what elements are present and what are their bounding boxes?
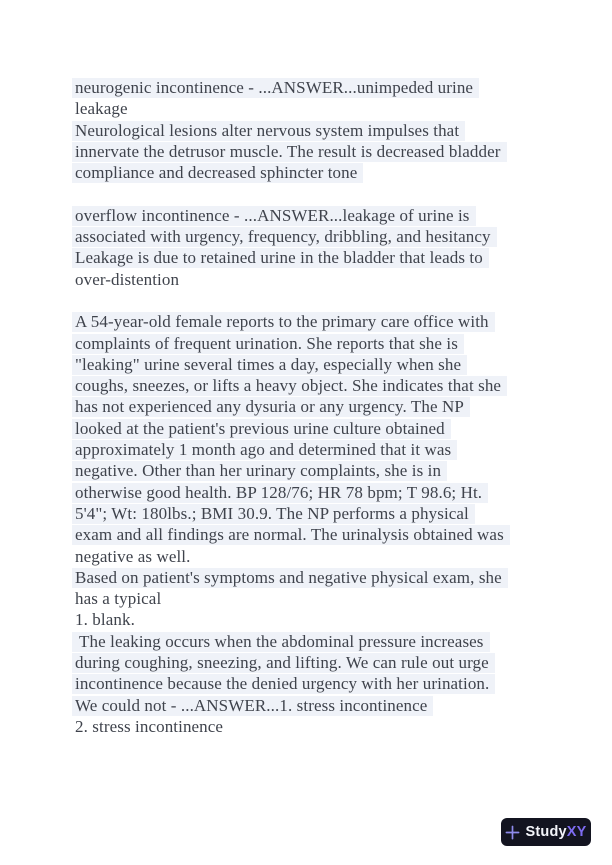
text-line: compliance and decreased sphincter tone bbox=[75, 162, 550, 183]
text-line: 2. stress incontinence bbox=[75, 716, 224, 736]
text-line: Based on patient's symptoms and negative physical exam, she bbox=[75, 567, 550, 588]
text-line: 5'4"; Wt: 180lbs.; BMI 30.9. The NP performs a physical bbox=[75, 503, 550, 524]
text-line: coughs, sneezes, or lifts a heavy object. She indicates that she bbox=[75, 375, 550, 396]
text-line: overflow incontinence - ...ANSWER...leakage of urine is bbox=[75, 205, 550, 226]
text-line: negative. Other than her urinary complaints, she is in bbox=[75, 460, 550, 481]
text-line: looked at the patient's previous urine culture obtained bbox=[75, 418, 550, 439]
text-line: The leaking occurs when the abdominal pressure increases bbox=[75, 631, 550, 652]
text-line: has not experienced any dysuria or any urgency. The NP bbox=[75, 396, 550, 417]
text-line: incontinence because the denied urgency with her urination. bbox=[75, 673, 550, 694]
text-line: during coughing, sneezing, and lifting. We can rule out urge bbox=[75, 652, 550, 673]
logo-text-accent: XY bbox=[566, 824, 587, 840]
text-line: leakage bbox=[75, 99, 128, 119]
text-line: associated with urgency, frequency, dribbling, and hesitancy bbox=[75, 226, 550, 247]
text-line: exam and all findings are normal. The urinalysis obtained was bbox=[75, 524, 550, 545]
text-line: has a typical bbox=[75, 589, 162, 609]
text-line: negative as well. bbox=[75, 546, 191, 566]
text-line: neurogenic incontinence - ...ANSWER...unimpeded urine bbox=[75, 77, 550, 98]
logo-wordmark bbox=[525, 824, 586, 840]
text-line: "leaking" urine several times a day, especially when she bbox=[75, 354, 550, 375]
document-text bbox=[75, 77, 550, 737]
text-line: approximately 1 month ago and determined that it was bbox=[75, 439, 550, 460]
text-line: otherwise good health. BP 128/76; HR 78 bpm; T 98.6; Ht. bbox=[75, 482, 550, 503]
text-line bbox=[75, 290, 550, 311]
text-line: Neurological lesions alter nervous system impulses that bbox=[75, 120, 550, 141]
text-line: over-distention bbox=[75, 269, 180, 289]
logo-text-primary: Study bbox=[525, 824, 567, 840]
text-line bbox=[75, 183, 550, 204]
text-line: innervate the detrusor muscle. The result is decreased bladder bbox=[75, 141, 550, 162]
text-line: We could not - ...ANSWER...1. stress incontinence bbox=[75, 695, 550, 716]
text-line: Leakage is due to retained urine in the bladder that leads to bbox=[75, 247, 550, 268]
text-line: 1. blank. bbox=[75, 610, 135, 630]
text-line: complaints of frequent urination. She reports that she is bbox=[75, 333, 550, 354]
text-line: A 54-year-old female reports to the primary care office with bbox=[75, 311, 550, 332]
plus-icon bbox=[505, 825, 520, 840]
studyxy-logo[interactable] bbox=[501, 818, 591, 846]
